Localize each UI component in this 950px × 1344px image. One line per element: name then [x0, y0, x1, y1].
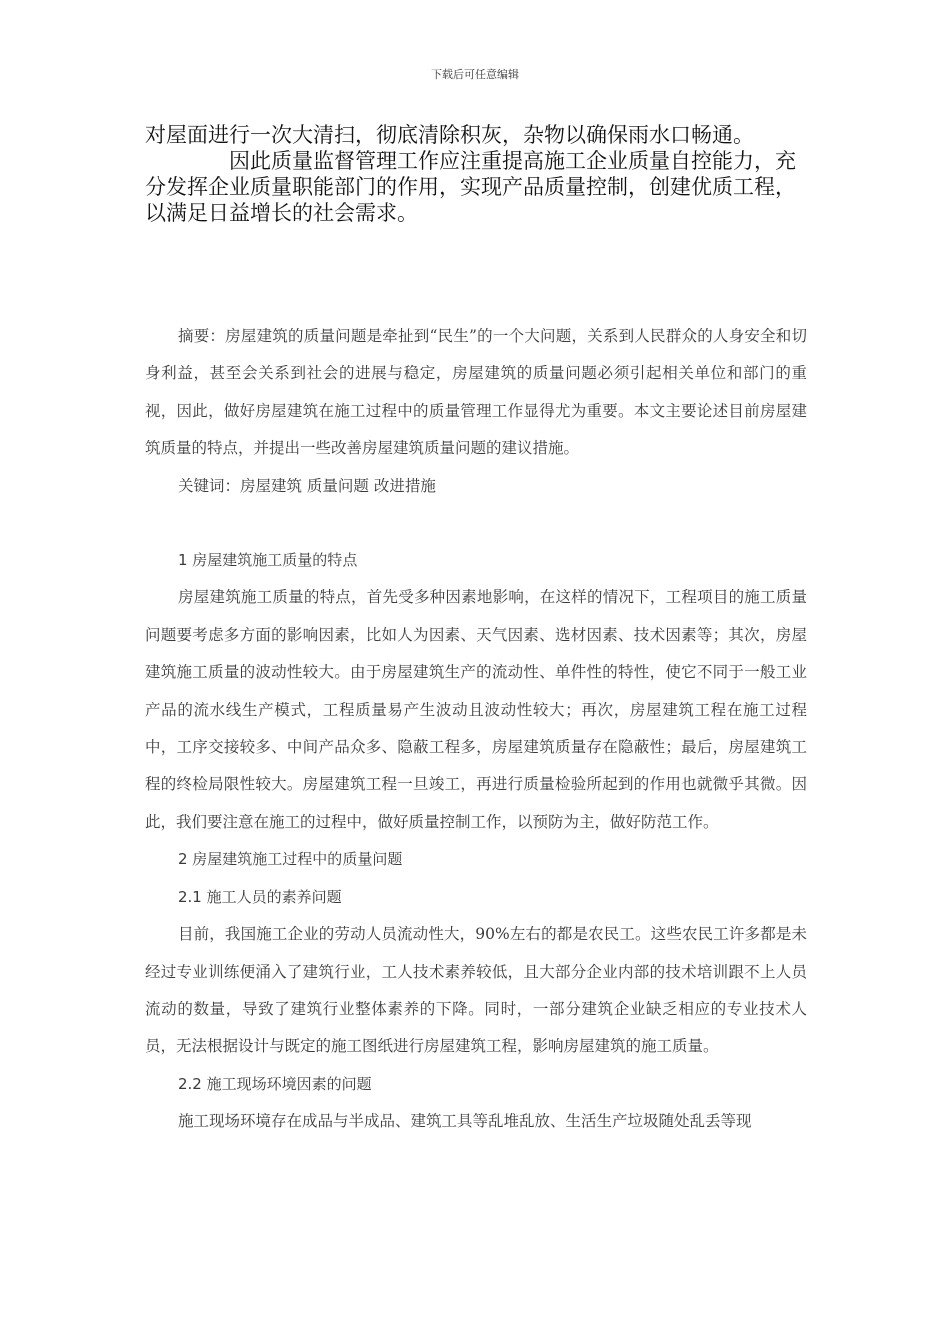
section-spacer [145, 505, 807, 542]
section-2-1-heading: 2.1 施工人员的素养问题 [178, 887, 342, 906]
keywords-line: 关键词：房屋建筑 质量问题 改进措施 [178, 476, 436, 495]
page-header: 下载后可任意编辑 [431, 68, 519, 81]
section-1-heading: 1 房屋建筑施工质量的特点 [178, 551, 358, 570]
section-2-2-heading: 2.2 施工现场环境因素的问题 [178, 1074, 372, 1093]
section-1-paragraph: 房屋建筑施工质量的特点，首先受多种因素地影响，在这样的情况下，工程项目的施工质量问题要考虑多方面的影响因素，比如人为因素、天气因素、选材因素、技术因素等；其次，房屋建筑施工质量的波动性较大。由于房屋建筑生产的流动性、单件性的特性，使它不同于一般工业产品的流水线生产模式，工程质量易产生波动且波动性较大；再次，房屋建筑工程在施工过程中，工序交接较多、中间产品众多、隐蔽工程多，房屋建筑质量存在隐蔽性；最后，房屋建筑工程的终检局限性较大。房屋建筑工程一旦竣工，再进行质量检验所起到的作用也就微乎其微。因此，我们要注意在施工的过程中，做好质量控制工作，以预防为主，做好防范工作。 [145, 588, 807, 831]
section-2-heading: 2 房屋建筑施工过程中的质量问题 [178, 850, 403, 869]
abstract-paragraph: 摘要：房屋建筑的质量问题是牵扯到“民生”的一个大问题，关系到人民群众的人身安全和切身利益，甚至会关系到社会的进展与稳定，房屋建筑的质量问题必须引起相关单位和部门的重视，因此，做好房屋建筑在施工过程中的质量管理工作显得尤为重要。本文主要论述目前房屋建筑质量的特点，并提出一些改善房屋建筑质量问题的建议措施。 [145, 327, 807, 458]
section-2-2-paragraph: 施工现场环境存在成品与半成品、建筑工具等乱堆乱放、生活生产垃圾随处乱丢等现 [178, 1112, 752, 1131]
paragraph-quality-supervision: 因此质量监督管理工作应注重提高施工企业质量自控能力，充分发挥企业质量职能部门的作用，实现产品质量控制，创建优质工程，以满足日益增长的社会需求。 [145, 149, 796, 225]
article-body [145, 318, 807, 1141]
paragraph-roof-cleaning: 对屋面进行一次大清扫，彻底清除积灰，杂物以确保雨水口畅通。 [145, 123, 754, 147]
section-2-1-paragraph: 目前，我国施工企业的劳动人员流动性大，90%左右的都是农民工。这些农民工许多都是未经过专业训练便涌入了建筑行业，工人技术素养较低，且大部分企业内部的技术培训跟不上人员流动的数量，导致了建筑行业整体素养的下降。同时，一部分建筑企业缺乏相应的专业技术人员，无法根据设计与既定的施工图纸进行房屋建筑工程，影响房屋建筑的施工质量。 [145, 925, 807, 1056]
previous-content-block [145, 122, 805, 226]
